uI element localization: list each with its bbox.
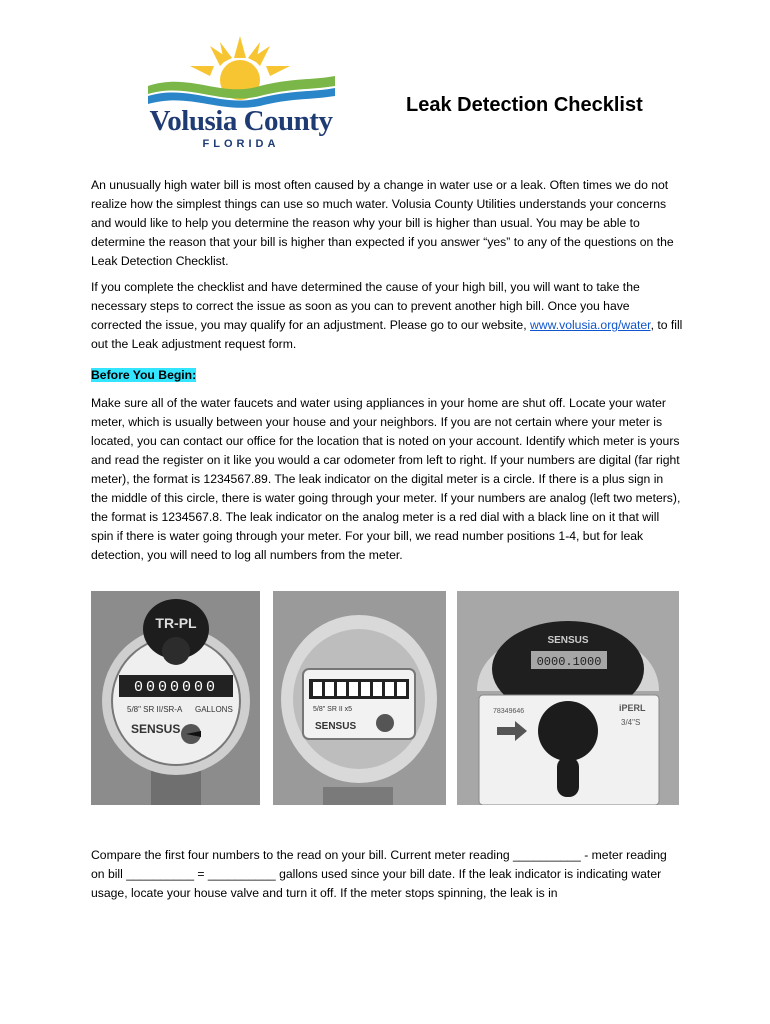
meter3-serial: 78349646 — [493, 708, 525, 715]
adjustment-paragraph — [91, 278, 683, 354]
document-title: Leak Detection Checklist — [406, 94, 643, 116]
section-heading-paragraph — [91, 366, 683, 385]
adjustment-text-end: , to fill out the Leak adjustment request form. — [91, 318, 683, 351]
meter1-cap-label: TR-PL — [155, 615, 197, 631]
meter1-reading: 0000000 — [133, 679, 219, 696]
website-link[interactable]: www.volusia.org/water — [529, 318, 651, 332]
sun-waves-icon — [140, 36, 340, 108]
meter2-model: 5/8" SR II x5 — [313, 706, 353, 713]
meter1-model: 5/8" SR II/SR-A — [127, 705, 183, 714]
logo-state-name: FLORIDA — [202, 138, 280, 150]
intro-paragraph: An unusually high water bill is most often caused by a change in water use or a leak. Often times we do not realize how the simplest things can use so much water. Volusia County Utilities understands your concerns and would like to help you determine the reason why your bill is higher than usual. You may be able to determine the reason that your bill is higher than expected if you answer “yes” to any of the questions on the Leak Detection Checklist. — [91, 178, 674, 268]
logo-county-name: Volusia County — [149, 105, 333, 137]
analog-meter-photo-2 — [273, 591, 446, 805]
meter1-unit: GALLONS — [195, 705, 233, 714]
meter3-display: 0000.1000 — [536, 655, 602, 669]
meter3-size: 3/4"S — [621, 718, 641, 727]
compare-paragraph: Compare the first four numbers to the read on your bill. Current meter reading __________ - meter reading on bill __________ = __________ gallons used since your bill date. If the leak indicator is indicating water usage, locate your house valve and turn it off. If the meter stops spinning, the leak is in — [91, 848, 667, 900]
adjustment-text: If you complete the checklist and have determined the cause of your high bill, you will want to take the necessary steps to correct the issue as soon as you can to prevent another high bill. Once you have corrected the issue, you may qualify for an adjustment. Please go to our website, — [91, 280, 640, 332]
before-you-begin-heading: Before You Begin: — [91, 368, 197, 382]
analog-meter-photo-1 — [91, 591, 260, 805]
logo-text — [146, 106, 336, 150]
meter3-model: iPERL — [619, 703, 646, 713]
meter1-brand: SENSUS — [131, 722, 181, 736]
meter3-brand: SENSUS — [547, 635, 589, 646]
meter2-brand: SENSUS — [315, 721, 357, 732]
instructions-paragraph: Make sure all of the water faucets and water using appliances in your home are shut off. Locate your water meter, which is usually between your house and your neighbors. If you are not certain where your meter is located, you can contact our office for the location that is noted on your account. Identify which meter is yours and read the register on it like you would a car odometer from left to right. If your numbers are digital (far right meter), the format is 1234567.89. The leak indicator on the digital meter is a circle. If there is a plus sign in the middle of this circle, there is water going through your meter. If your numbers are analog (left two meters), the format is 1234567.8. The leak indicator on the analog meter is a red dial with a black line on it that will spin if there is water going through your meter. For your bill, we read number positions 1-4, but for leak detection, you will need to log all numbers from the meter. — [91, 396, 681, 562]
digital-meter-photo — [457, 591, 679, 805]
